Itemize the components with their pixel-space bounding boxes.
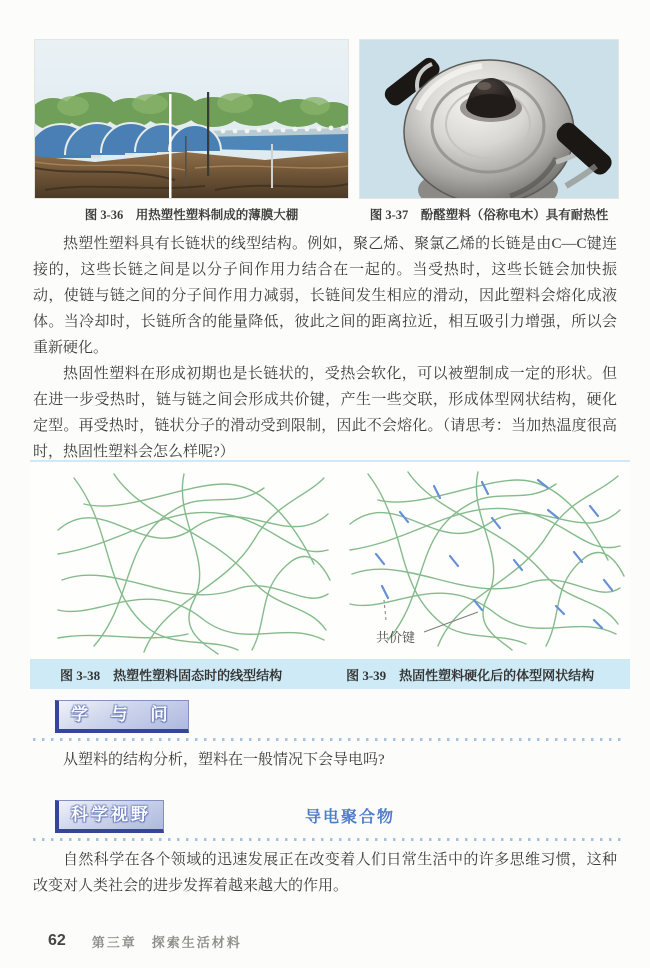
paragraph-thermoset: 热固性塑料在形成初期也是长链状的，受热会软化，可以被塑制成一定的形状。但在进一步受热时，链与链之间会形成共价键，产生一些交联，形成体型网状结构，硬化定型。再受热时，链状分子的滑动受到限制，因此不会熔化。（请思考：当加热温度很高时，热固性塑料会怎么样呢?） (33, 366, 617, 460)
learn-and-ask-badge: 学 与 问 (55, 700, 189, 733)
paragraph-thermoplastic: 热塑性塑料具有长链状的线型结构。例如，聚乙烯、聚氯乙烯的长链是由C—C键连接的，这些长链之间是以分子间作用力结合在一起的。当受热时，这些长链会加快振动，使链与链之间的分子间作用力减弱，长链间发生相应的滑动，因此塑料会熔化成液体。当冷却时，长链所含的能量降低，彼此之间的距离拉近，相互吸引力增强，所以会重新硬化。 (33, 236, 617, 356)
science-body-text: 自然科学在各个领域的迅速发展正在改变着人们日常生活中的许多思维习惯，这种改变对人类社会的进步发挥着越来越大的作用。 (33, 852, 617, 894)
science-vision-title: 导电聚合物 (304, 809, 395, 826)
page-number: 62 (48, 932, 66, 949)
learn-and-ask-question (33, 747, 617, 773)
page-footer (48, 931, 242, 951)
pot-photo-caption: 图 3-37 酚醛塑料（俗称电木）具有耐热性 (369, 208, 609, 222)
figure-3-38-caption: 图 3-38 热塑性塑料固态时的线型结构 (60, 667, 283, 683)
linear-chain-diagram (52, 468, 332, 656)
science-vision-badge: 科学视野 (55, 800, 164, 833)
question-text: 从塑料的结构分析，塑料在一般情况下会导电吗? (63, 752, 385, 768)
dotted-divider (33, 738, 621, 741)
greenhouse-photo-caption: 图 3-36 用热塑性塑料制成的薄膜大棚 (84, 208, 299, 222)
covalent-bond-label: 共价键 (376, 630, 416, 645)
pot-photo (360, 40, 618, 198)
network-chain-diagram (342, 468, 627, 662)
polymer-structure-figure (30, 460, 630, 689)
body-paragraphs (33, 231, 617, 465)
dotted-divider (33, 838, 621, 841)
greenhouse-photo (35, 40, 348, 198)
science-vision-body (33, 847, 617, 899)
figure-caption-band (30, 659, 630, 689)
greenhouse-photo-illustration (35, 40, 348, 198)
chapter-title: 第三章 探索生活材料 (91, 934, 242, 950)
pot-photo-illustration (360, 40, 618, 198)
figure-3-39-caption: 图 3-39 热固性塑料硬化后的体型网状结构 (346, 667, 595, 683)
